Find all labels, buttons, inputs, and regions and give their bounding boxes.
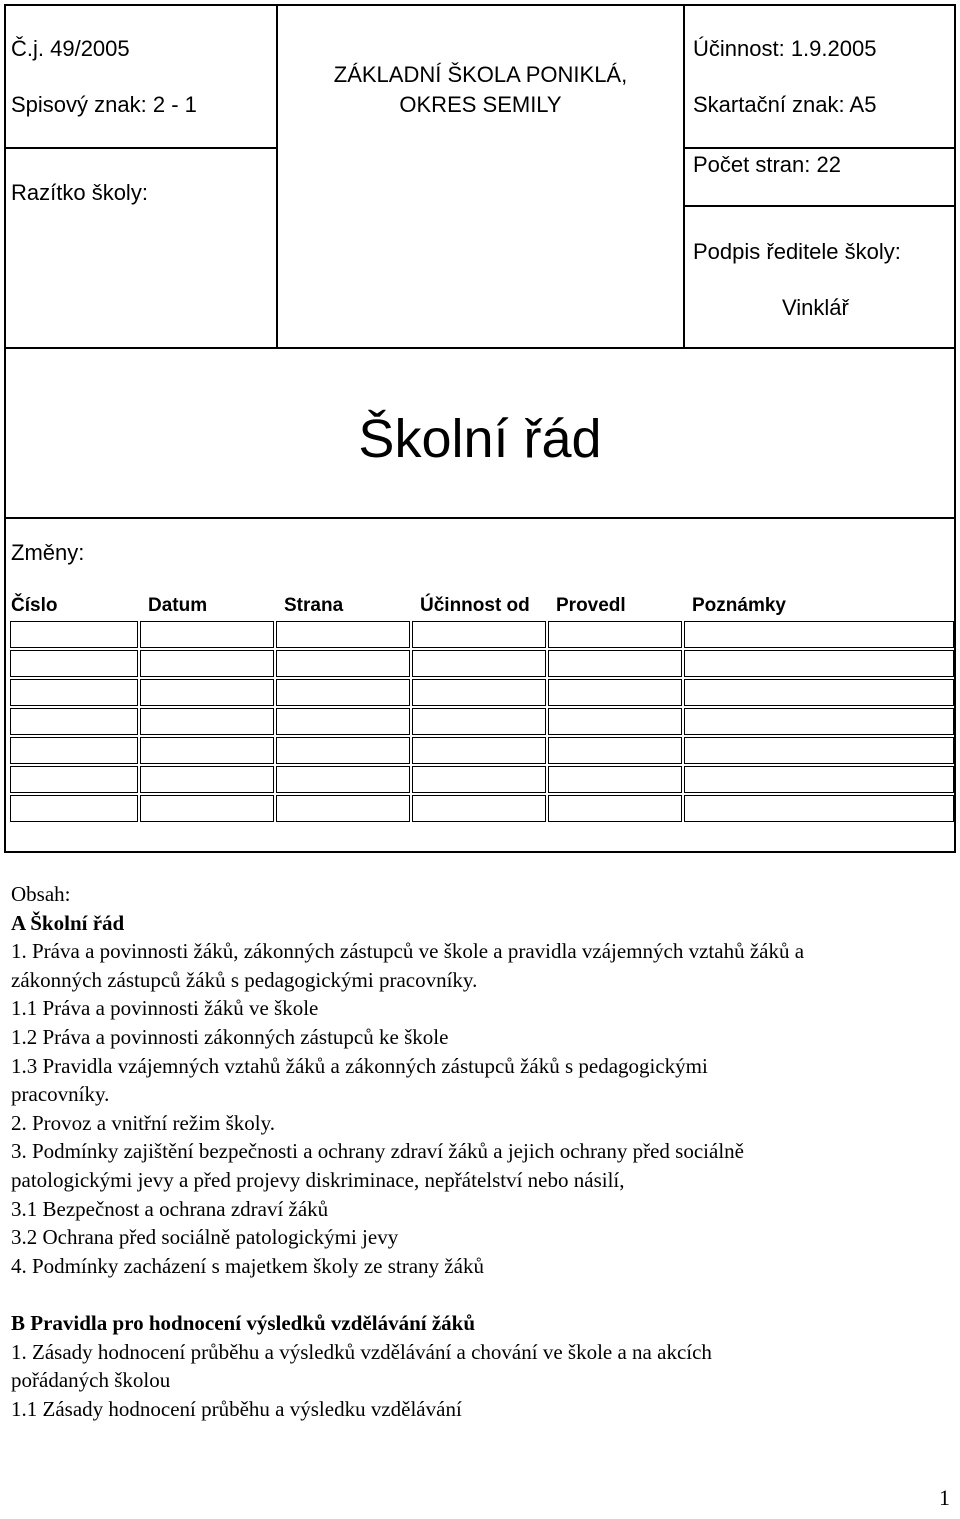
- changes-table-cell: [140, 737, 274, 764]
- title-bottom-rule: [4, 517, 956, 519]
- contents-item: 1.1 Zásady hodnocení průběhu a výsledku vzdělávání: [11, 1396, 462, 1421]
- contents-item: 1. Zásady hodnocení průběhu a výsledků vzdělávání a chování ve škole a na akcích: [11, 1339, 712, 1364]
- contents-item: pracovníky.: [11, 1082, 110, 1107]
- changes-table-cell: [276, 621, 410, 648]
- changes-table-cell: [548, 621, 682, 648]
- contents-item: 1. Práva a povinnosti žáků, zákonných zástupců ve škole a pravidla vzájemných vztahů žáků a: [11, 939, 805, 964]
- changes-table-cell: [10, 766, 138, 793]
- changes-table-cell: [276, 737, 410, 764]
- header-rule-stamp: [4, 147, 277, 149]
- changes-column-date: Datum: [148, 595, 208, 616]
- contents-item: pořádaných školou: [11, 1368, 171, 1393]
- changes-table-cell: [412, 621, 546, 648]
- changes-table-cell: [276, 679, 410, 706]
- changes-table-cell: [548, 650, 682, 677]
- contents-item: 1.1 Práva a povinnosti žáků ve škole: [11, 996, 319, 1021]
- changes-table-cell: [684, 795, 954, 822]
- school-stamp-label: Razítko školy:: [11, 180, 148, 205]
- effective-date: Účinnost: 1.9.2005: [693, 36, 877, 61]
- school-name-line2: OKRES SEMILY: [399, 92, 562, 117]
- changes-table-cell: [684, 650, 954, 677]
- changes-table-cell: [548, 795, 682, 822]
- changes-table-cell: [412, 766, 546, 793]
- changes-table-cell: [140, 621, 274, 648]
- changes-table-cell: [10, 795, 138, 822]
- page-count: Počet stran: 22: [693, 152, 841, 177]
- document-title: Školní řád: [358, 409, 602, 469]
- contents-label: Obsah:: [11, 882, 71, 906]
- changes-column-page: Strana: [284, 595, 344, 616]
- changes-table-cell: [140, 795, 274, 822]
- contents-item: 3.2 Ochrana před sociálně patologickými jevy: [11, 1225, 399, 1250]
- changes-table-cell: [10, 708, 138, 735]
- changes-table-cell: [684, 766, 954, 793]
- changes-table-cell: [548, 708, 682, 735]
- changes-table-cell: [140, 708, 274, 735]
- changes-table-cell: [412, 795, 546, 822]
- changes-table-cell: [684, 679, 954, 706]
- director-name: Vinklář: [782, 295, 849, 320]
- contents-item: 3. Podmínky zajištění bezpečnosti a ochrany zdraví žáků a jejich ochrany před sociálně: [11, 1139, 744, 1164]
- changes-table-cell: [10, 621, 138, 648]
- table-of-contents: [11, 880, 951, 1423]
- changes-table-cell: [412, 650, 546, 677]
- changes-table-cell: [684, 737, 954, 764]
- contents-item: 3.1 Bezpečnost a ochrana zdraví žáků: [11, 1196, 329, 1221]
- school-name-line1: ZÁKLADNÍ ŠKOLA PONIKLÁ,: [333, 62, 628, 87]
- file-code: Spisový znak: 2 - 1: [11, 92, 197, 117]
- changes-table-cell: [140, 679, 274, 706]
- contents-item: 2. Provoz a vnitřní režim školy.: [11, 1110, 276, 1135]
- contents-spacer: [11, 1280, 951, 1309]
- changes-table-cell: [548, 737, 682, 764]
- changes-table-cell: [276, 708, 410, 735]
- changes-table-cell: [548, 766, 682, 793]
- changes-column-performed-by: Provedl: [556, 595, 626, 616]
- contents-part-a: A Školní řád: [11, 910, 125, 935]
- changes-table-cell: [10, 679, 138, 706]
- reference-number: Č.j. 49/2005: [11, 36, 130, 61]
- header-rule-right-2: [683, 205, 956, 207]
- director-signature-label: Podpis ředitele školy:: [693, 239, 901, 264]
- changes-column-number: Číslo: [11, 595, 58, 616]
- contents-item: zákonných zástupců žáků s pedagogickými pracovníky.: [11, 967, 478, 992]
- changes-table-cell: [10, 650, 138, 677]
- changes-table-cell: [412, 737, 546, 764]
- changes-label: Změny:: [11, 540, 85, 565]
- header-rule-right-1: [683, 147, 956, 149]
- changes-table-cell: [548, 679, 682, 706]
- contents-part-b: B Pravidla pro hodnocení výsledků vzdělávání žáků: [11, 1310, 476, 1335]
- contents-item: 1.3 Pravidla vzájemných vztahů žáků a zákonných zástupců žáků s pedagogickými: [11, 1053, 708, 1078]
- header-divider-right: [683, 4, 685, 349]
- changes-table-cell: [684, 621, 954, 648]
- changes-table-cell: [276, 650, 410, 677]
- changes-table-cell: [412, 679, 546, 706]
- changes-column-notes: Poznámky: [692, 595, 786, 616]
- header-divider-left: [276, 4, 278, 349]
- contents-item: 4. Podmínky zacházení s majetkem školy ze strany žáků: [11, 1253, 484, 1278]
- shredding-code: Skartační znak: A5: [693, 92, 877, 117]
- changes-table-cell: [140, 650, 274, 677]
- page-number: 1: [939, 1485, 950, 1510]
- changes-table-cell: [276, 795, 410, 822]
- header-bottom-rule: [4, 347, 956, 349]
- changes-column-effective-from: Účinnost od: [420, 595, 530, 616]
- changes-table-cell: [684, 708, 954, 735]
- changes-table-cell: [10, 737, 138, 764]
- changes-table-cell: [276, 766, 410, 793]
- changes-table-cell: [140, 766, 274, 793]
- contents-item: 1.2 Práva a povinnosti zákonných zástupců ke škole: [11, 1024, 449, 1049]
- changes-table-cell: [412, 708, 546, 735]
- contents-item: patologickými jevy a před projevy diskriminace, nepřátelství nebo násilí,: [11, 1167, 625, 1192]
